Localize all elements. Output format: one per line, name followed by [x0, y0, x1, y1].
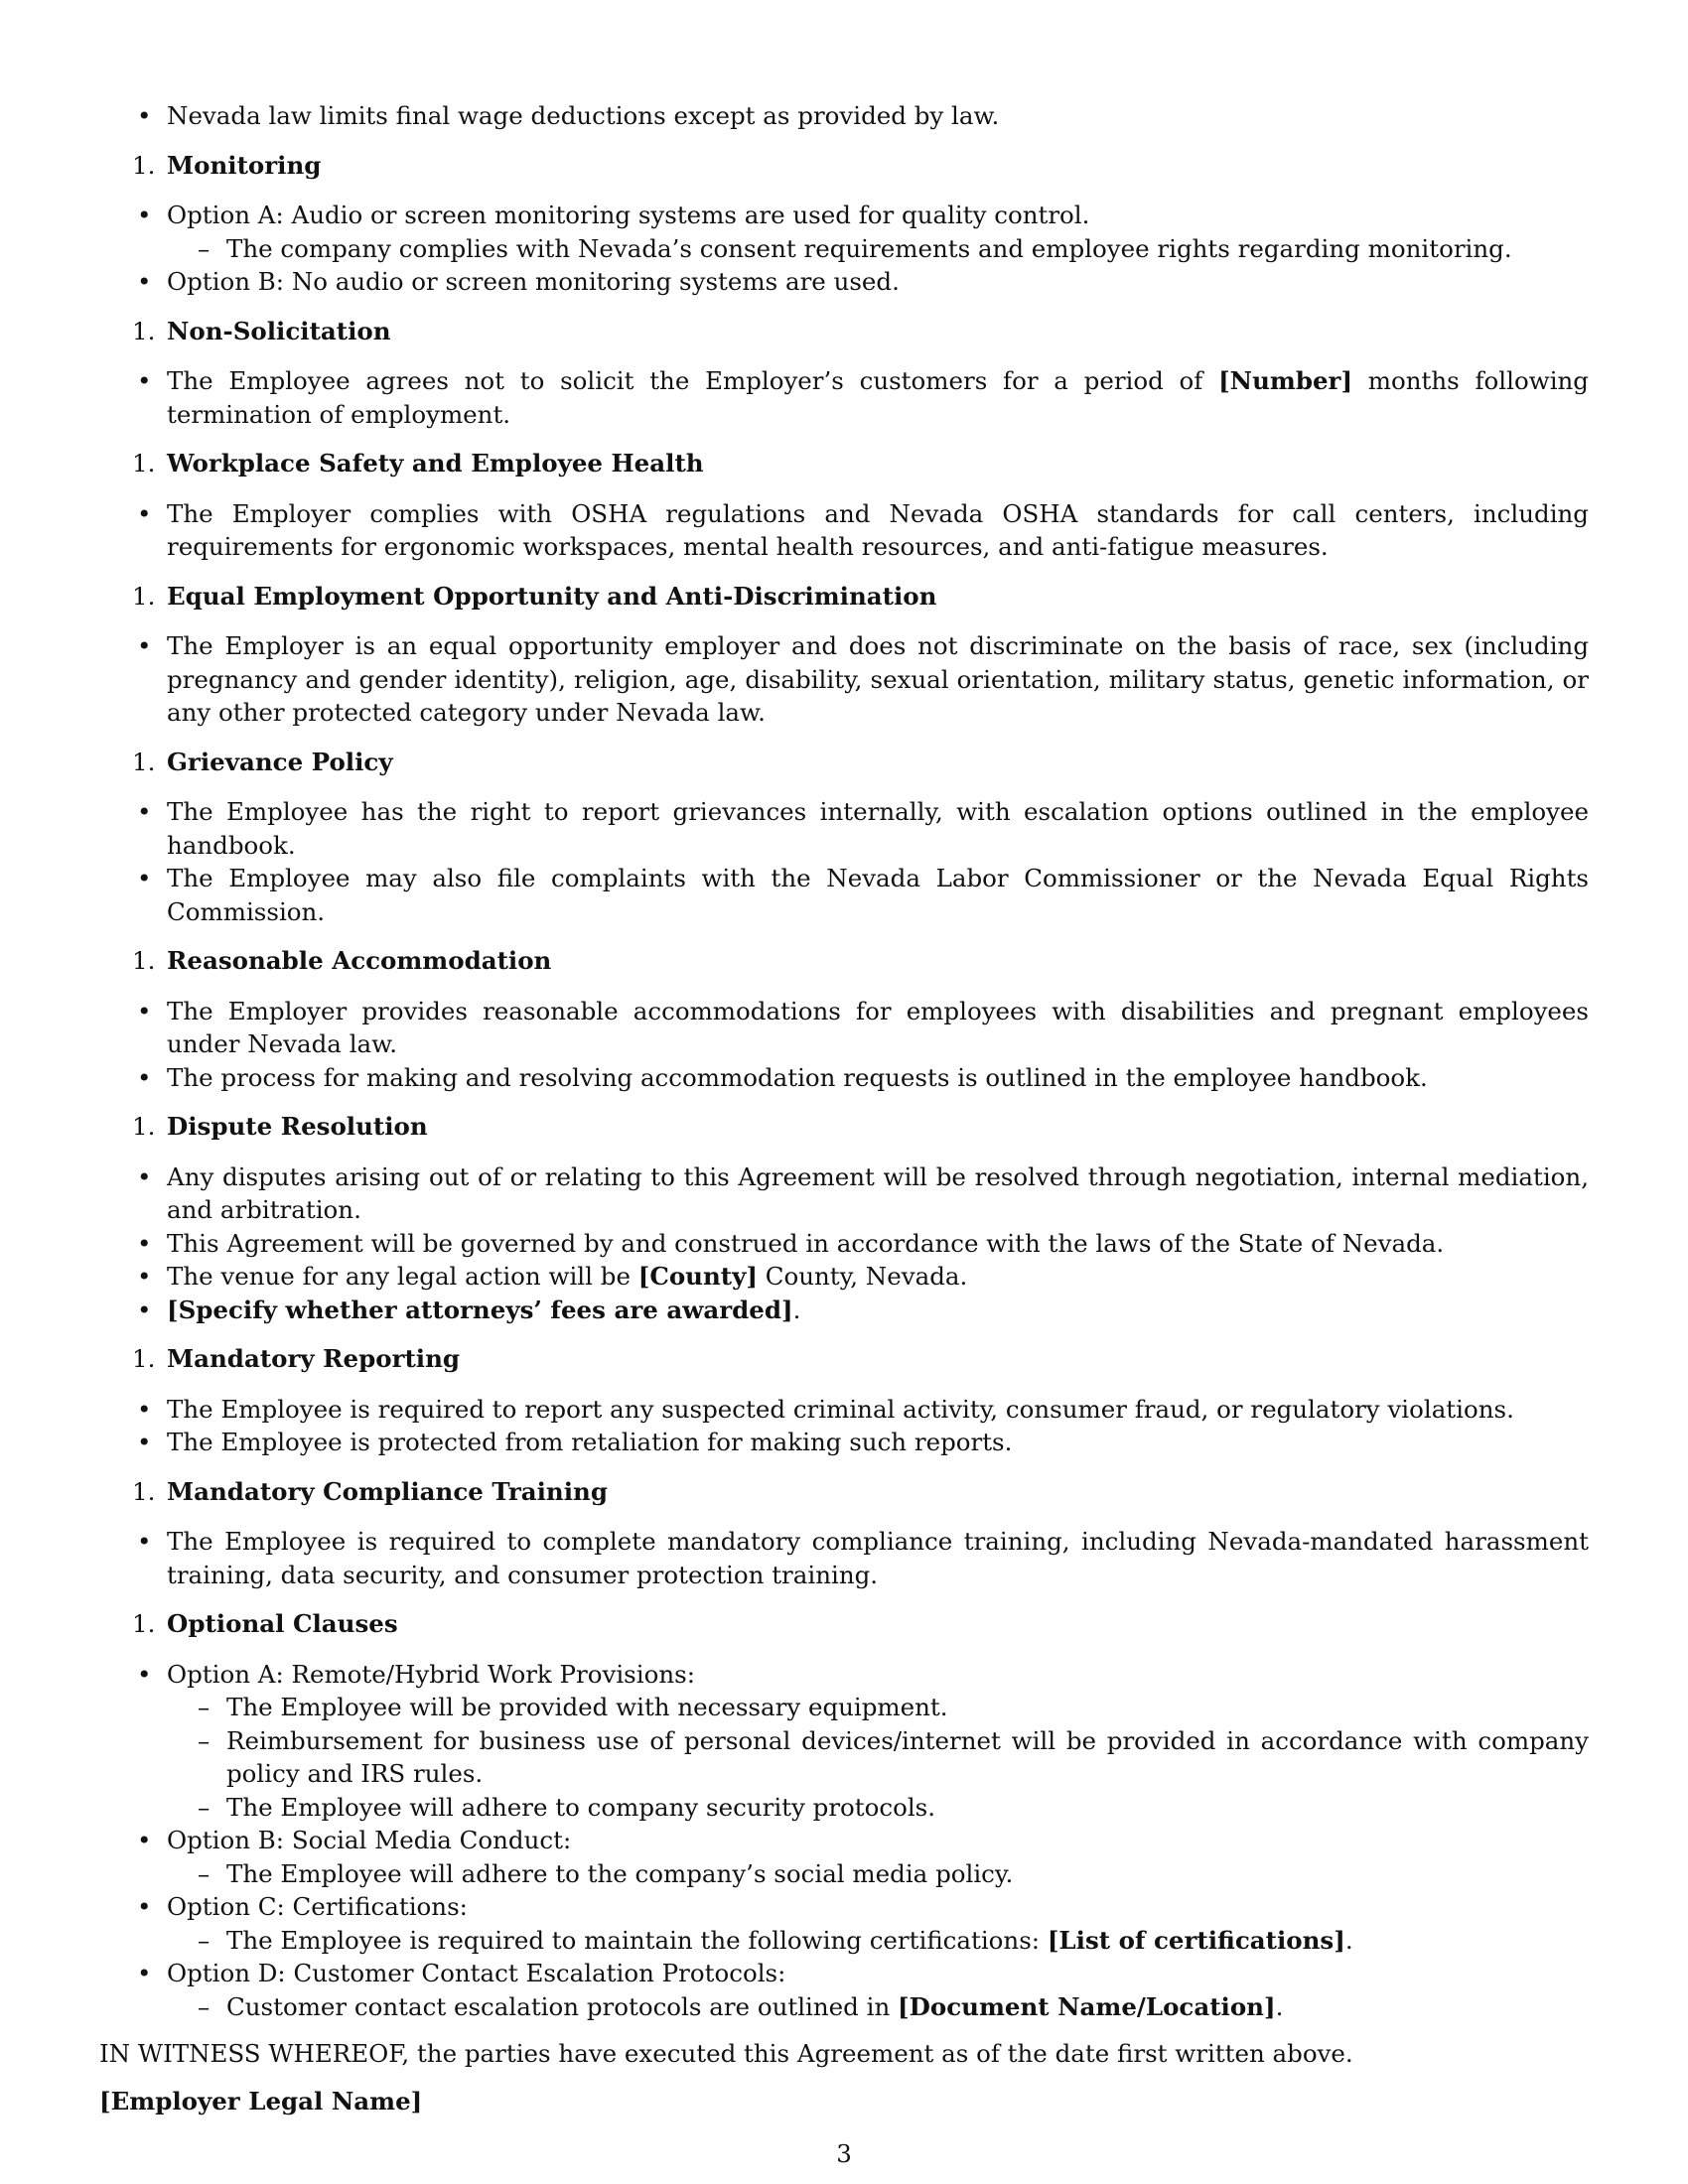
list-item: • This Agreement will be governed by and construed in accordance with the laws of the State of Nevada. — [99, 1227, 1589, 1261]
section-heading-optional-clauses: 1. Optional Clauses — [99, 1607, 1589, 1641]
section-number: 1. — [132, 747, 156, 776]
section-number: 1. — [132, 150, 156, 180]
section-number: 1. — [132, 581, 156, 611]
list-item: • Nevada law limits final wage deductions except as provided by law. — [99, 99, 1589, 133]
section-number: 1. — [132, 449, 156, 478]
section-number: 1. — [132, 1344, 156, 1373]
sub-list-item: – The Employee will be provided with necessary equipment. — [99, 1691, 1589, 1724]
list-item: • [Specify whether attorneys’ fees are awarded]. — [99, 1294, 1589, 1327]
section-heading-grievance-policy: 1. Grievance Policy — [99, 746, 1589, 779]
list-item: • Option B: No audio or screen monitoring systems are used. — [99, 265, 1589, 299]
list-item: • The Employer is an equal opportunity employer and does not discriminate on the basis of race, sex (including pregnancy and gender identity), religion, age, disability, sexual orientation, military status, genetic information, or any other protected category under Nevada law. — [99, 629, 1589, 730]
section-heading-dispute-resolution: 1. Dispute Resolution — [99, 1110, 1589, 1144]
list-item: • Option D: Customer Contact Escalation Protocols: — [99, 1957, 1589, 1990]
list-item: • The venue for any legal action will be [County] County, Nevada. — [99, 1260, 1589, 1294]
placeholder-blank: [Document Name/Location] — [898, 1991, 1276, 2021]
employer-name-placeholder: [Employer Legal Name] — [99, 2086, 423, 2116]
section-heading-reasonable-accommodation: 1. Reasonable Accommodation — [99, 944, 1589, 978]
list-item: • Option C: Certifications: — [99, 1890, 1589, 1924]
section-heading-mandatory-reporting: 1. Mandatory Reporting — [99, 1342, 1589, 1376]
placeholder-blank: [List of certifications] — [1047, 1925, 1345, 1955]
list-item: • The Employee has the right to report grievances internally, with escalation options outlined in the employee handbook. — [99, 795, 1589, 862]
list-item: • The Employee is required to report any suspected criminal activity, consumer fraud, or regulatory violations. — [99, 1393, 1589, 1427]
placeholder-blank: [Specify whether attorneys’ fees are awarded] — [167, 1295, 793, 1324]
section-heading-non-solicitation: 1. Non-Solicitation — [99, 315, 1589, 348]
page-number: 3 — [836, 2139, 852, 2168]
section-number: 1. — [132, 1609, 156, 1638]
list-item: • The Employer complies with OSHA regulations and Nevada OSHA standards for call centers, including requirements for ergonomic workspaces, mental health resources, and anti-fatigue measures. — [99, 497, 1589, 564]
section-heading-monitoring: 1. Monitoring — [99, 149, 1589, 183]
sub-list-item: – Reimbursement for business use of personal devices/internet will be provided in accordance with company policy and IRS rules. — [99, 1724, 1589, 1791]
section-heading-compliance-training: 1. Mandatory Compliance Training — [99, 1475, 1589, 1509]
list-item: • The process for making and resolving accommodation requests is outlined in the employee handbook. — [99, 1061, 1589, 1095]
section-number: 1. — [132, 1112, 156, 1141]
placeholder-blank: [County] — [637, 1262, 758, 1291]
list-item: • The Employee is protected from retaliation for making such reports. — [99, 1426, 1589, 1459]
section-number: 1. — [132, 316, 156, 345]
list-item: • The Employee may also file complaints with the Nevada Labor Commissioner or the Nevada Equal Rights Commission. — [99, 862, 1589, 928]
witness-statement: IN WITNESS WHEREOF, the parties have executed this Agreement as of the date first written above. — [99, 2039, 1353, 2068]
document-body — [99, 99, 1589, 2117]
section-heading-workplace-safety: 1. Workplace Safety and Employee Health — [99, 447, 1589, 480]
list-item: • Any disputes arising out of or relating to this Agreement will be resolved through negotiation, internal mediation, and arbitration. — [99, 1160, 1589, 1227]
sub-list-item: – The Employee will adhere to the company’s social media policy. — [99, 1857, 1589, 1891]
section-heading-equal-employment: 1. Equal Employment Opportunity and Anti-Discrimination — [99, 580, 1589, 614]
placeholder-blank: [Number] — [1218, 366, 1353, 395]
sub-list-item: – The Employee is required to maintain the following certifications: [List of certifications]. — [99, 1924, 1589, 1958]
section-number: 1. — [132, 1476, 156, 1506]
list-item: • The Employee agrees not to solicit the Employer’s customers for a period of [Number] months following termination of employment. — [99, 364, 1589, 431]
list-item: • The Employee is required to complete mandatory compliance training, including Nevada-mandated harassment training, data security, and consumer protection training. — [99, 1525, 1589, 1591]
section-number: 1. — [132, 946, 156, 975]
sub-list-item: – The company complies with Nevada’s consent requirements and employee rights regarding monitoring. — [99, 232, 1589, 266]
list-item: • Option A: Remote/Hybrid Work Provisions: — [99, 1658, 1589, 1692]
sub-list-item: – The Employee will adhere to company security protocols. — [99, 1791, 1589, 1825]
list-item: • Option A: Audio or screen monitoring systems are used for quality control. — [99, 199, 1589, 232]
sub-list-item: – Customer contact escalation protocols are outlined in [Document Name/Location]. — [99, 1990, 1589, 2024]
list-item: • Option B: Social Media Conduct: — [99, 1824, 1589, 1857]
list-item: • The Employer provides reasonable accommodations for employees with disabilities and pregnant employees under Nevada law. — [99, 995, 1589, 1061]
